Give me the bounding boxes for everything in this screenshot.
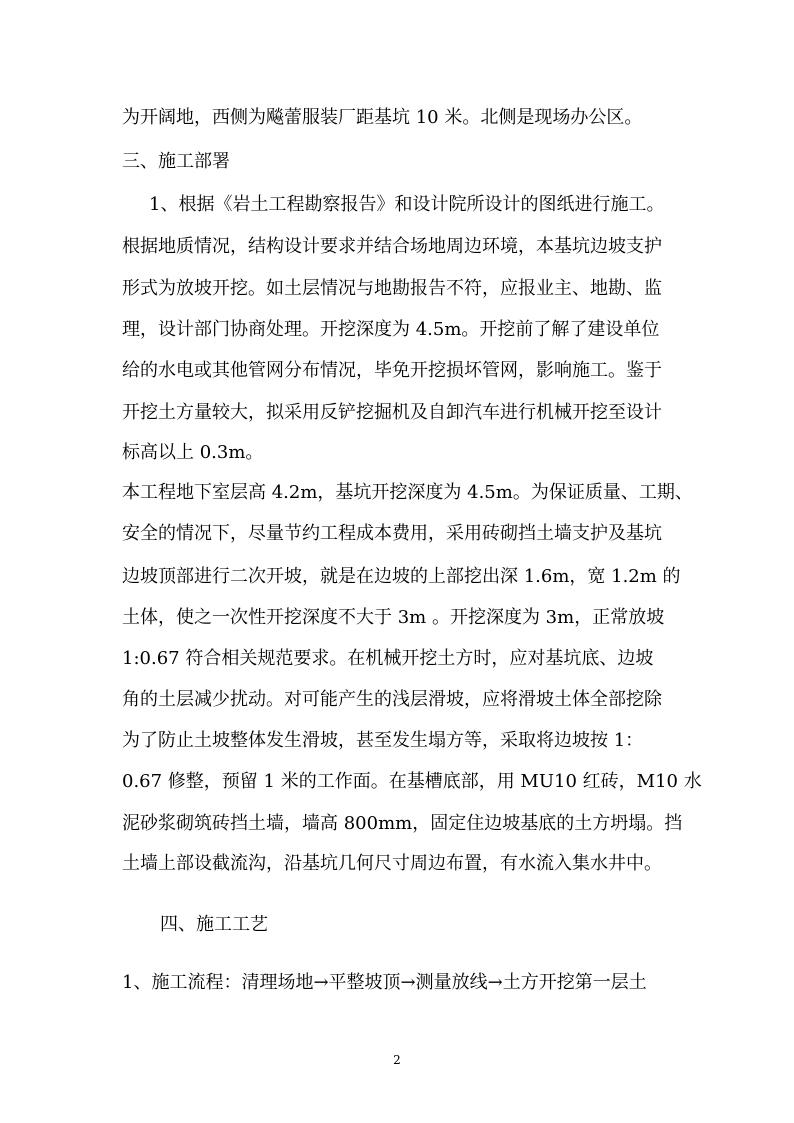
paragraph-line: 给的水电或其他管网分布情况，毕免开挖损坏管网，影响施工。鉴于 — [122, 360, 662, 381]
section-heading: 四、施工工艺 — [160, 914, 268, 935]
paragraph-line: 形式为放坡开挖。如土层情况与地勘报告不符，应报业主、地勘、监 — [122, 278, 662, 299]
paragraph-line: 1:0.67 符合相关规范要求。在机械开挖土方时，应对基坑底、边坡 — [122, 648, 654, 669]
paragraph-line: 土墙上部设截流沟，沿基坑几何尺寸周边布置，有水流入集水井中。 — [122, 853, 662, 874]
paragraph-line: 为开阔地，西侧为飚蕾服装厂距基坑 10 米。北侧是现场办公区。 — [122, 107, 643, 128]
paragraph-line: 边坡顶部进行二次开坡，就是在边坡的上部挖出深 1.6m，宽 1.2m 的 — [122, 566, 681, 587]
paragraph-line: 理，设计部门协商处理。开挖深度为 4.5m。开挖前了解了建设单位 — [122, 319, 660, 340]
section-heading: 三、施工部署 — [122, 151, 230, 172]
paragraph-line: 根据地质情况，结构设计要求并结合场地周边环境，本基坑边坡支护 — [122, 236, 662, 257]
paragraph-line: 标高以上 0.3m。 — [122, 442, 264, 463]
page-number: 2 — [393, 1053, 401, 1067]
paragraph-line: 为了防止土坡整体发生滑坡，甚至发生塌方等，采取将边坡按 1： — [122, 730, 644, 751]
paragraph-line: 1、根据《岩土工程勘察报告》和设计院所设计的图纸进行施工。 — [149, 194, 665, 215]
paragraph-line: 角的土层减少扰动。对可能产生的浅层滑坡，应将滑坡土体全部挖除 — [122, 689, 662, 710]
paragraph-line: 本工程地下室层高 4.2m，基坑开挖深度为 4.5m。为保证质量、工期、 — [122, 482, 693, 503]
paragraph-line: 土体，使之一次性开挖深度不大于 3m 。开挖深度为 3m，正常放坡 — [122, 607, 665, 628]
paragraph-line: 开挖土方量较大，拟采用反铲挖掘机及自卸汽车进行机械开挖至设计 — [122, 402, 662, 423]
paragraph-line: 0.67 修整，预留 1 米的工作面。在基槽底部，用 MU10 红砖，M10 水 — [122, 771, 702, 792]
paragraph-line: 1、施工流程：清理场地→平整坡顶→测量放线→土方开挖第一层土 — [122, 972, 647, 993]
paragraph-line: 安全的情况下，尽量节约工程成本费用，采用砖砌挡土墙支护及基坑 — [122, 523, 662, 544]
paragraph-line: 泥砂浆砌筑砖挡土墙，墙高 800mm，固定住边坡基底的土方坍塌。挡 — [122, 813, 683, 834]
